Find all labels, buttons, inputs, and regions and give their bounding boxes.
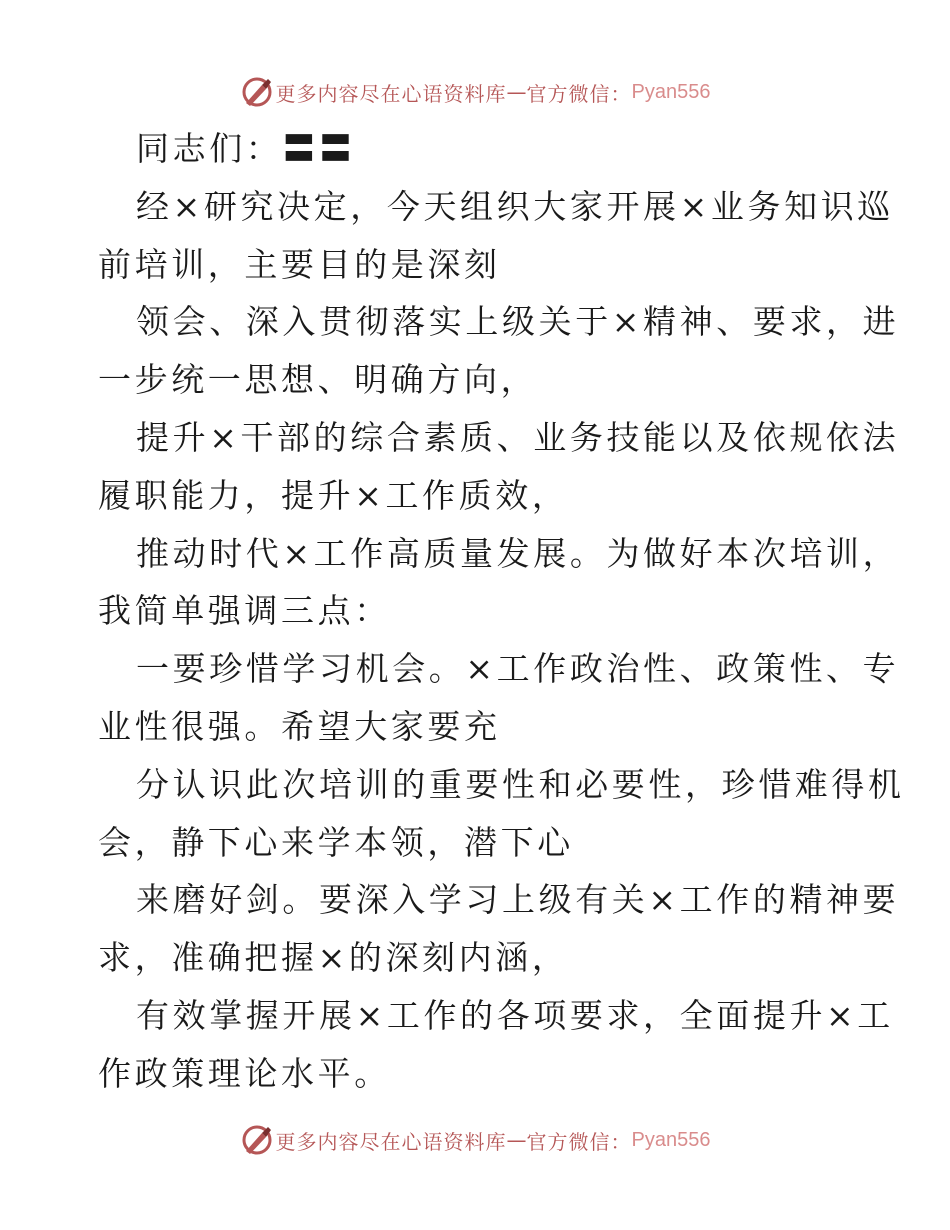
watermark-separator: — [506,80,527,104]
watermark-site-text: 更多内容尽在心语资料库 [275,81,507,106]
body-line: 提升×干部的综合素质、业务技能以及依规依法 [136,417,900,457]
watermark-site-text: 更多内容尽在心语资料库 [275,1129,507,1154]
watermark-wechat-label: 官方微信： [526,1129,632,1154]
body-line: 前培训，主要目的是深刻 [98,244,501,284]
body-line: 来磨好剑。要深入学习上级有关×工作的精神要 [136,880,900,920]
watermark-wechat-label: 官方微信： [526,81,632,106]
watermark-separator: — [506,1128,527,1152]
watermark-wechat-id: Pyan556 [631,80,711,103]
pen-logo-icon [240,1123,274,1157]
body-line: 一步统一思想、明确方向， [98,360,538,400]
watermark-wechat-id: Pyan556 [631,1128,711,1151]
body-line: 我简单强调三点： [98,591,391,631]
footer-watermark [0,1120,950,1160]
header-watermark [0,72,950,112]
body-line: 履职能力，提升×工作质效， [98,475,569,515]
document-body [98,120,905,1103]
body-line: 推动时代×工作高质量发展。为做好本次培训， [136,533,900,573]
pen-logo-icon [240,75,274,109]
body-line: 同志们：〓〓 [136,129,356,168]
body-line: 会，静下心来学本领，潜下心 [98,822,574,862]
body-line: 业性很强。希望大家要充 [98,706,501,746]
body-line: 经×研究决定，今天组织大家开展×业务知识巡 [136,186,894,226]
body-line: 求，准确把握×的深刻内涵， [98,938,569,978]
body-line: 一要珍惜学习机会。×工作政治性、政策性、专 [136,649,900,689]
body-line: 作政策理论水平。 [98,1053,391,1093]
body-line: 有效掌握开展×工作的各项要求，全面提升×工 [136,995,894,1035]
body-line: 分认识此次培训的重要性和必要性，珍惜难得机 [136,764,905,804]
body-line: 领会、深入贯彻落实上级关于×精神、要求，进 [136,302,900,342]
